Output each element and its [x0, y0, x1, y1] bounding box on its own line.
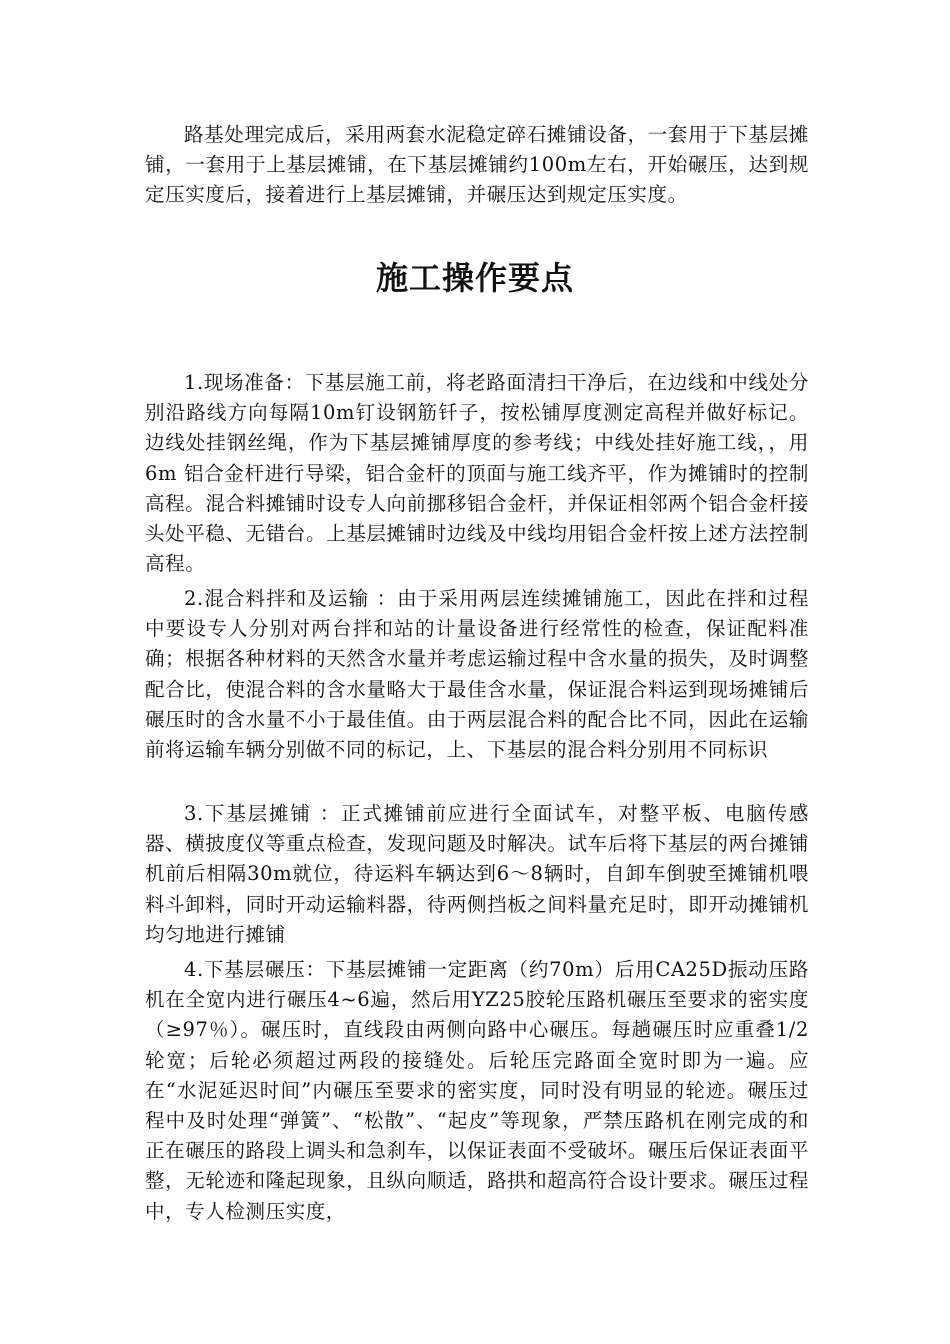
- intro-paragraph: 路基处理完成后，采用两套水泥稳定碎石摊铺设备，一套用于下基层摊铺，一套用于上基层摊铺，在下基层摊铺约100m左右，开始碾压，达到规定压实度后，接着进行上基层摊铺，并碾压达到规定压实度。: [145, 123, 809, 207]
- paragraph-mixing-transport: 2.混合料拌和及运输 ：由于采用两层连续摊铺施工，因此在拌和过程中要设专人分别对两台拌和站的计量设备进行经常性的检查，保证配料准确；根据各种材料的天然含水量并考虑运输过程中含水量的损失，及时调整配合比，使混合料的含水量略大于最佳含水量，保证混合料运到现场摊铺后碾压时的含水量不小于最佳值。由于两层混合料的配合比不同，因此在运输前将运输车辆分别做不同的标记，上、下基层的混合料分别用不同标识: [145, 587, 809, 762]
- section-heading: 施工操作要点: [375, 259, 574, 297]
- paragraph-lower-base-rolling: 4.下基层碾压：下基层摊铺一定距离（约70m）后用CA25D振动压路机在全宽内进行碾压4~6遍，然后用YZ25胶轮压路机碾压至要求的密实度（≥97％）。碾压时，直线段由两侧向路中心碾压。每趟碾压时应重叠1/2轮宽；后轮必须超过两段的接缝处。后轮压完路面全宽时即为一遍。应在“水泥延迟时间”内碾压至要求的密实度，同时没有明显的轮迹。碾压过程中及时处理“弹簧”、“松散”、“起皮”等现象，严禁压路机在刚完成的和正在碾压的路段上调头和急刹车，以保证表面不受破坏。碾压后保证表面平整，无轮迹和隆起现象，且纵向顺适，路拱和超高符合设计要求。碾压过程中，专人检测压实度，: [145, 958, 809, 1223]
- paragraph-site-preparation: 1.现场准备：下基层施工前，将老路面清扫干净后，在边线和中线处分别沿路线方向每隔10m钉设钢筋钎子，按松铺厚度测定高程并做好标记。边线处挂钢丝绳，作为下基层摊铺厚度的参考线；中线处挂好施工线，，用6m 铝合金杆进行导梁，铝合金杆的顶面与施工线齐平，作为摊铺时的控制高程。混合料摊铺时设专人向前挪移铝合金杆，并保证相邻两个铝合金杆接头处平稳、无错台。上基层摊铺时边线及中线均用铝合金杆按上述方法控制高程。: [145, 371, 809, 576]
- paragraph-lower-base-paving: 3.下基层摊铺 ：正式摊铺前应进行全面试车，对整平板、电脑传感器、横披度仪等重点检查，发现问题及时解决。试车后将下基层的两台摊铺机前后相隔30m就位，待运料车辆达到6～8辆时，自卸车倒驶至摊铺机喂料斗卸料，同时开动运输料器，待两侧挡板之间料量充足时，即开动摊铺机均匀地进行摊铺: [145, 802, 809, 946]
